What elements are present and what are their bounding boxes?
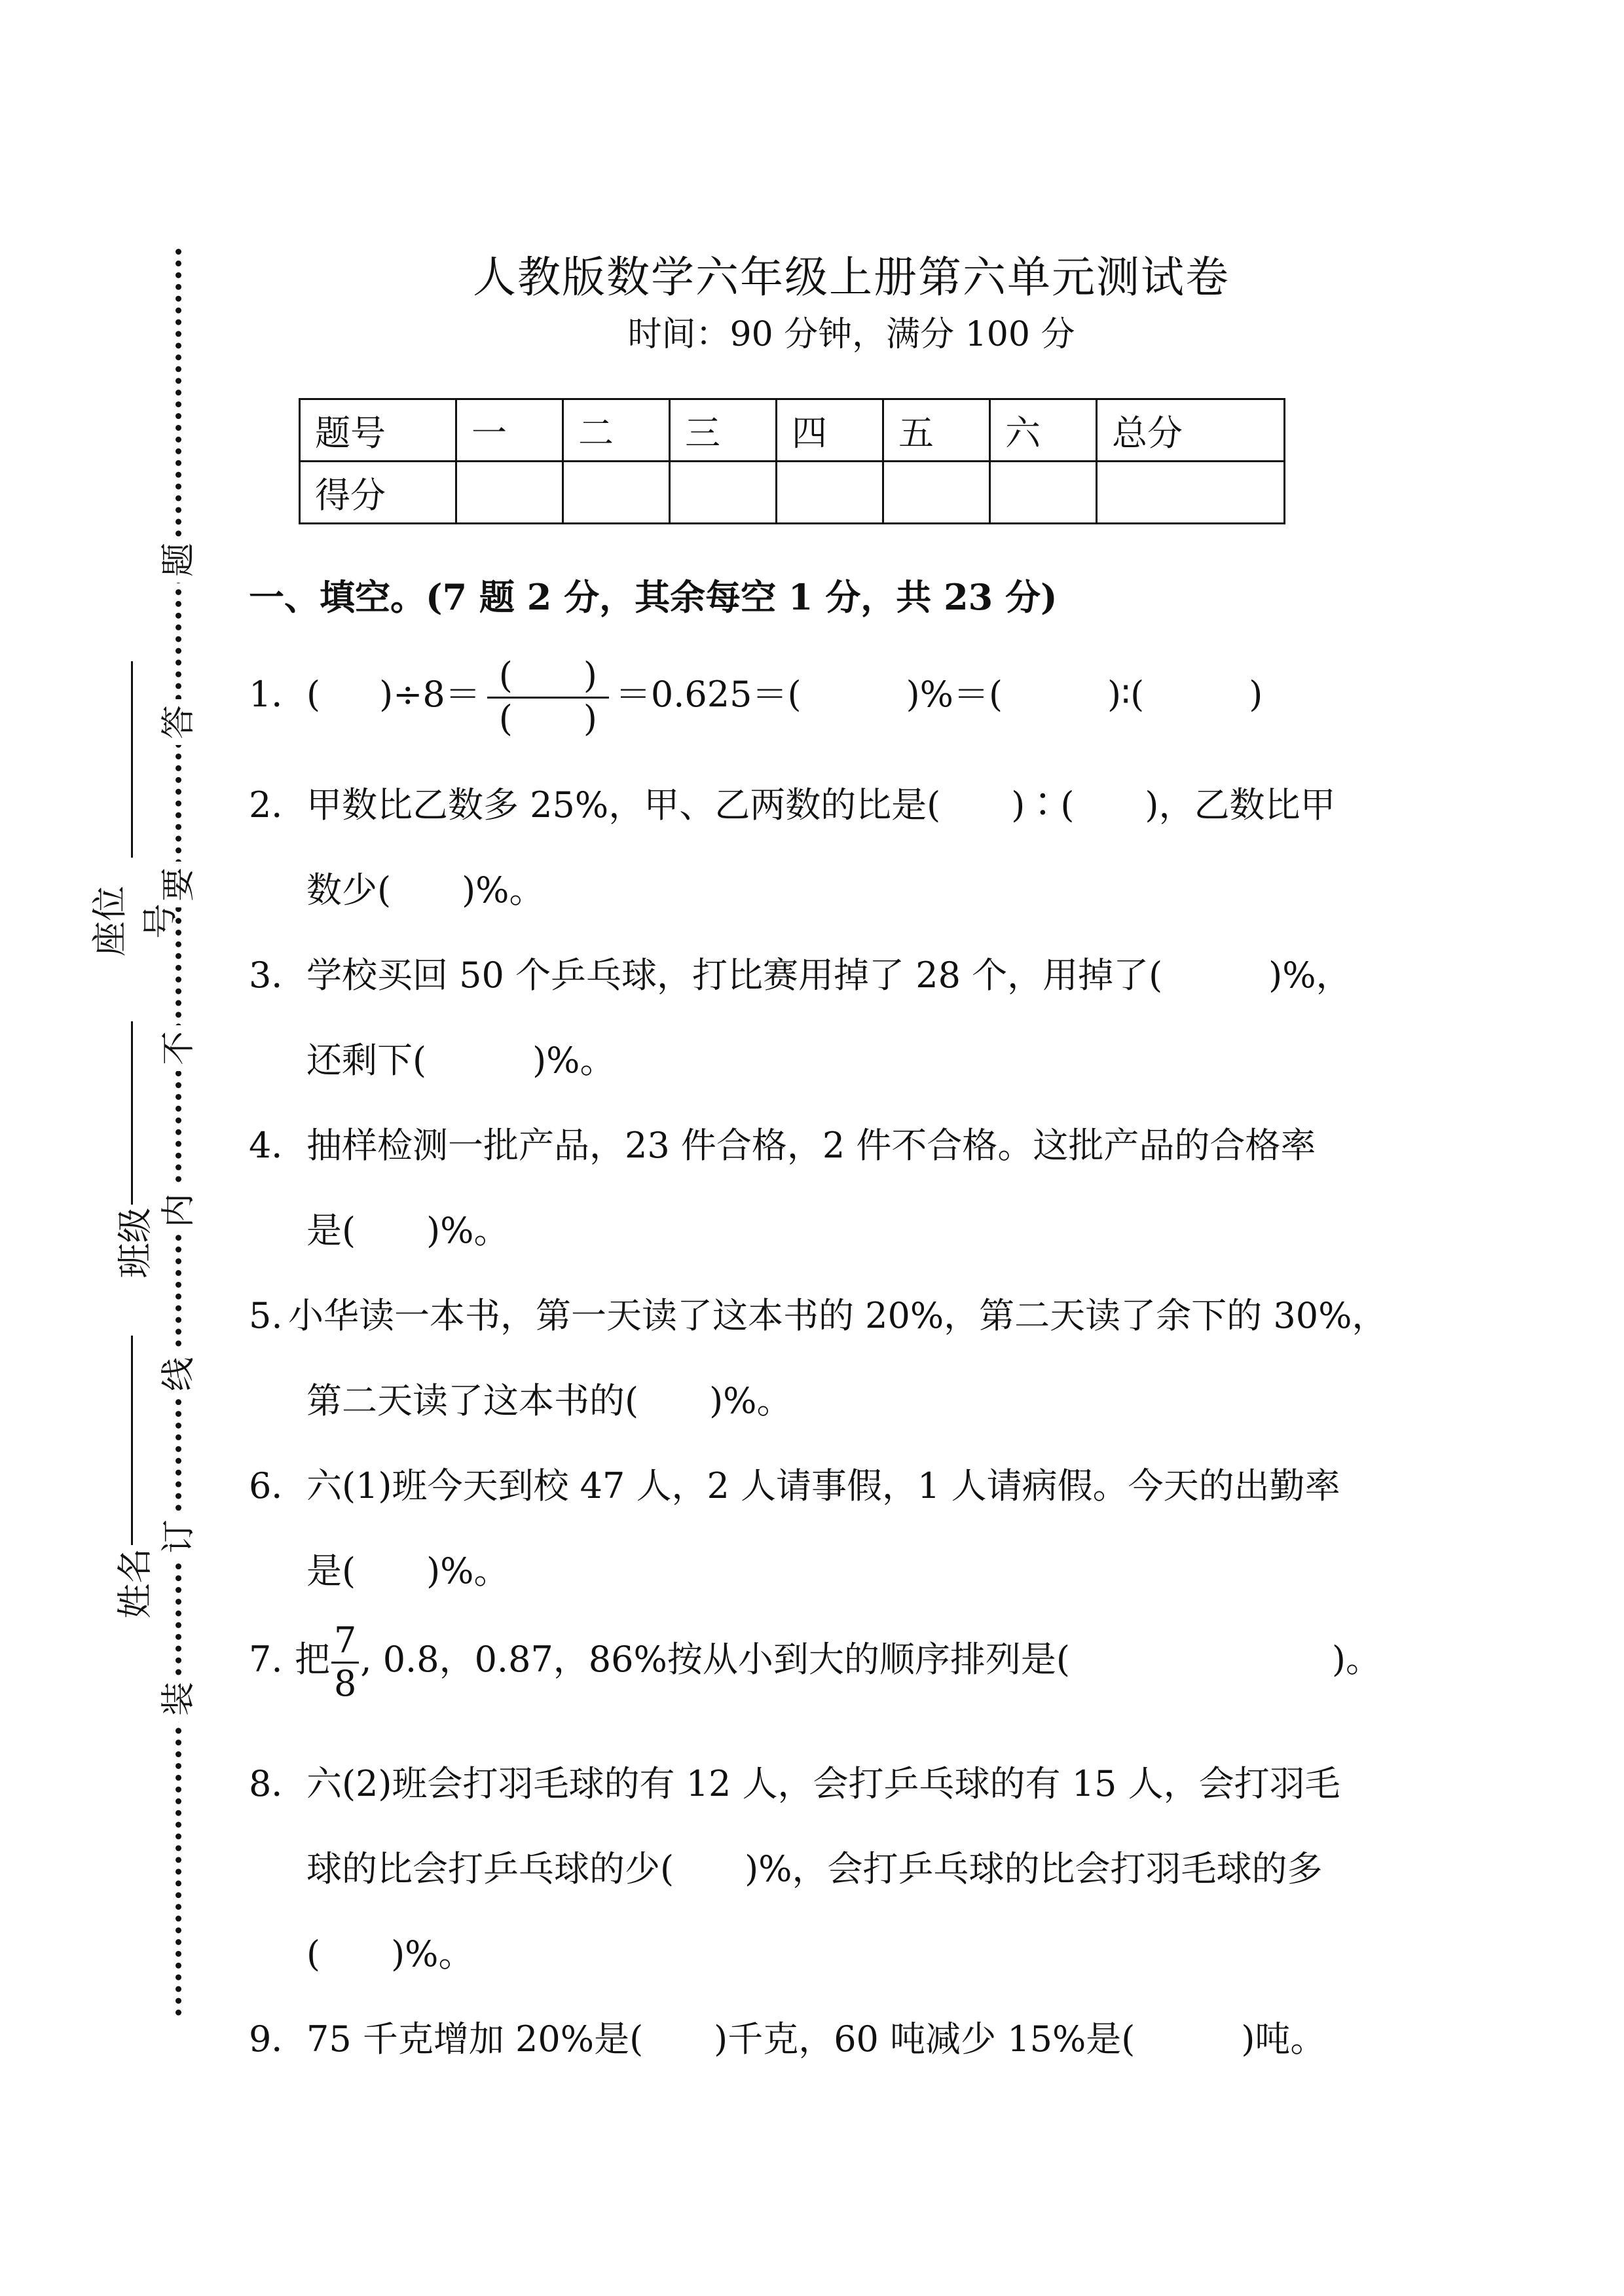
fraction-denominator[interactable]: ( ) bbox=[498, 697, 597, 739]
q1-text: )÷8＝ bbox=[379, 674, 481, 715]
question-1 bbox=[249, 652, 1388, 739]
question-text: 六(1)班今天到校 47 人，2 人请事假，1 人请病假。今天的出勤率 bbox=[306, 1465, 1340, 1506]
score-input-cell[interactable] bbox=[1097, 462, 1285, 524]
fraction-denominator: 8 bbox=[334, 1662, 357, 1704]
question-number: 9． bbox=[249, 2018, 307, 2060]
score-input-cell[interactable] bbox=[670, 462, 777, 524]
score-input-cell[interactable] bbox=[990, 462, 1097, 524]
question-text: 小华读一本书，第一天读了这本书的 20%，第二天读了余下的 30%， bbox=[288, 1295, 1388, 1336]
question-text: 把 bbox=[295, 1639, 330, 1680]
section-heading: 一、填空。(7 题 2 分，其余每空 1 分，共 23 分) bbox=[249, 576, 1058, 618]
table-cell: 一 bbox=[456, 399, 563, 462]
q1-text: )∶( bbox=[1107, 674, 1145, 715]
binding-char: 要 bbox=[156, 862, 202, 907]
table-cell: 五 bbox=[883, 399, 990, 462]
page-title: 人教版数学六年级上册第六单元测试卷 bbox=[473, 252, 1230, 302]
table-cell: 六 bbox=[990, 399, 1097, 462]
score-input-cell[interactable] bbox=[563, 462, 670, 524]
seat-number-line[interactable] bbox=[131, 661, 133, 858]
question-text: 学校买回 50 个乒乓球，打比赛用掉了 28 个，用掉了( )%， bbox=[306, 955, 1352, 996]
table-cell: 四 bbox=[777, 399, 883, 462]
question-text: ( )%。 bbox=[306, 1933, 474, 1975]
question-text: )。 bbox=[1331, 1639, 1381, 1680]
fraction-numerator[interactable]: ( ) bbox=[487, 655, 609, 698]
class-line[interactable] bbox=[131, 1021, 133, 1205]
table-cell: 三 bbox=[670, 399, 777, 462]
question-text: 数少( )%。 bbox=[306, 869, 545, 911]
binding-char: 不 bbox=[156, 1025, 202, 1071]
binding-char: 答 bbox=[156, 699, 202, 745]
score-input-cell[interactable] bbox=[777, 462, 883, 524]
question-number: 5. bbox=[249, 1295, 283, 1336]
binding-char: 题 bbox=[156, 537, 202, 583]
question-number: 3． bbox=[249, 955, 307, 996]
fraction bbox=[487, 655, 609, 738]
name-line[interactable] bbox=[131, 1336, 133, 1545]
question-8 bbox=[249, 1741, 1388, 1997]
question-2 bbox=[249, 763, 1388, 933]
table-cell: 题号 bbox=[300, 399, 456, 462]
question-number: 1． bbox=[249, 674, 307, 715]
question-7 bbox=[249, 1617, 1388, 1704]
binding-char: 线 bbox=[156, 1351, 202, 1397]
question-4 bbox=[249, 1103, 1388, 1273]
q1-text: ( bbox=[306, 674, 321, 715]
question-text: 球的比会打乒乓球的少( )%，会打乒乓球的比会打羽毛球的多 bbox=[306, 1848, 1323, 1889]
table-cell: 总分 bbox=[1097, 399, 1285, 462]
question-text: 抽样检测一批产品，23 件合格，2 件不合格。这批产品的合格率 bbox=[306, 1125, 1316, 1166]
question-number: 4． bbox=[249, 1125, 307, 1166]
binding-dotted-line bbox=[175, 249, 181, 2016]
question-number: 2． bbox=[249, 784, 307, 826]
question-9 bbox=[249, 1997, 1388, 2082]
binding-char: 内 bbox=[156, 1188, 202, 1233]
name-label: 姓名 bbox=[114, 1548, 156, 1619]
fraction bbox=[331, 1620, 359, 1704]
question-6 bbox=[249, 1444, 1388, 1614]
score-input-cell[interactable] bbox=[883, 462, 990, 524]
page-subtitle: 时间：90 分钟，满分 100 分 bbox=[627, 315, 1075, 354]
score-input-cell[interactable] bbox=[456, 462, 563, 524]
question-3 bbox=[249, 933, 1388, 1103]
question-text: 75 千克增加 20%是( )千克，60 吨减少 15%是( )吨。 bbox=[306, 2018, 1326, 2060]
q1-text: )%＝( bbox=[906, 674, 1003, 715]
question-text: , 0.8，0.87，86%按从小到大的顺序排列是( bbox=[360, 1639, 1070, 1680]
question-number: 8． bbox=[249, 1763, 307, 1804]
table-cell: 二 bbox=[563, 399, 670, 462]
fraction-numerator: 7 bbox=[331, 1620, 359, 1663]
seat-number-label: 座位号 bbox=[89, 886, 181, 957]
score-table bbox=[299, 398, 1285, 524]
question-text: 是( )%。 bbox=[306, 1550, 509, 1592]
table-cell: 得分 bbox=[300, 462, 456, 524]
binding-char: 装 bbox=[156, 1676, 202, 1722]
question-number: 7. bbox=[249, 1639, 283, 1680]
question-text: 是( )%。 bbox=[306, 1210, 509, 1251]
q1-text: ＝0.625＝( bbox=[615, 674, 802, 715]
class-label: 班级 bbox=[114, 1207, 156, 1279]
question-text: 第二天读了这本书的( )%。 bbox=[306, 1380, 792, 1421]
binding-char: 订 bbox=[156, 1514, 202, 1559]
question-text: 还剩下( )%。 bbox=[306, 1040, 616, 1081]
table-row bbox=[300, 399, 1285, 462]
table-row bbox=[300, 462, 1285, 524]
question-number: 6． bbox=[249, 1465, 307, 1506]
question-text: 甲数比乙数多 25%，甲、乙两数的比是( )∶( )，乙数比甲 bbox=[306, 784, 1336, 826]
question-text: 六(2)班会打羽毛球的有 12 人，会打乒乓球的有 15 人，会打羽毛 bbox=[306, 1763, 1340, 1804]
question-5 bbox=[249, 1273, 1388, 1444]
q1-text: ) bbox=[1249, 674, 1263, 715]
